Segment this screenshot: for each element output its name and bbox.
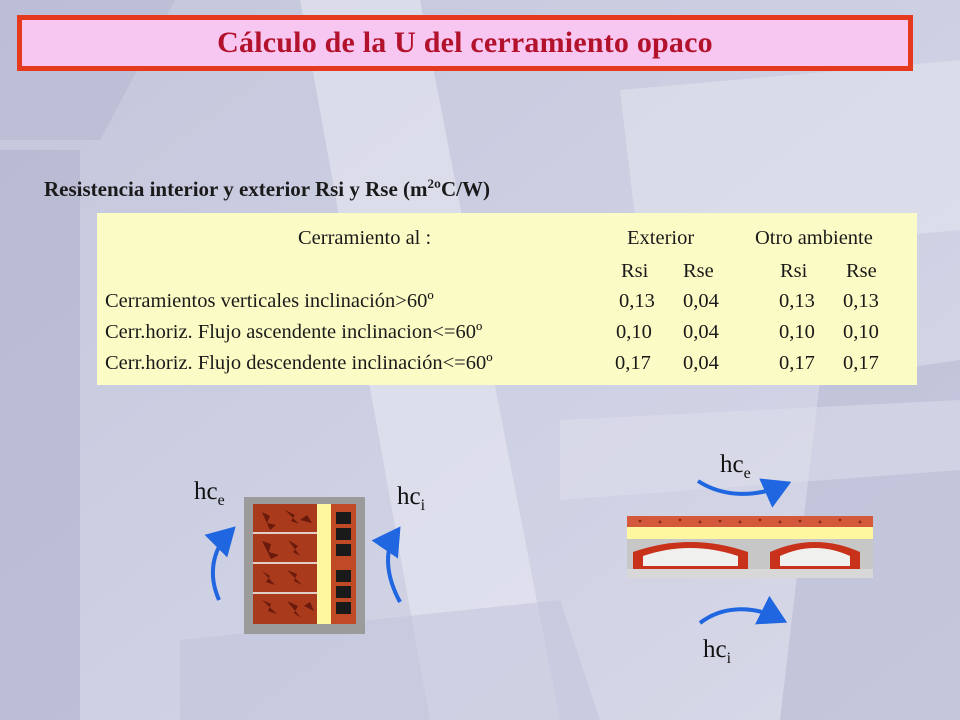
label-hc-text: hc [720,451,744,478]
header-rsi-exterior: Rsi [621,260,649,282]
convection-arrow-exterior [213,532,230,600]
row-label: Cerr.horiz. Flujo descendente inclinación<=60º [105,352,493,374]
header-rse-exterior: Rse [683,260,714,282]
row-rse-exterior: 0,04 [683,290,719,312]
row-label: Cerramientos verticales inclinación>60º [105,290,434,312]
label-hc-text: hc [703,636,727,663]
row-rse-exterior: 0,04 [683,352,719,374]
row-rse-otro: 0,13 [843,290,879,312]
row-rsi-exterior: 0,10 [616,321,652,343]
label-hc-text: hc [397,483,421,510]
row-rse-otro: 0,17 [843,352,879,374]
header-rsi-otro: Rsi [780,260,808,282]
header-otro-ambiente: Otro ambiente [755,227,873,249]
header-cerramiento-label: Cerramiento al : [298,227,432,249]
label-hc-exterior [194,478,225,510]
label-hc-exterior-slab [720,451,751,483]
row-rsi-otro: 0,10 [779,321,815,343]
row-rsi-exterior: 0,17 [615,352,651,374]
subtitle-unit: ºC/W) [434,177,490,201]
label-subscript-i: i [420,497,426,514]
page-title: Cálculo de la U del cerramiento opaco [217,26,713,59]
row-rse-exterior: 0,04 [683,321,719,343]
label-hc-interior [397,483,425,515]
label-subscript-e: e [217,492,225,509]
row-rse-otro: 0,10 [843,321,879,343]
header-exterior: Exterior [627,227,695,249]
header-rse-otro: Rse [846,260,877,282]
label-subscript-i: i [726,650,732,667]
row-rsi-otro: 0,17 [779,352,815,374]
label-hc-text: hc [194,478,218,505]
convection-arrow-interior-slab [700,609,780,623]
convection-arrow-interior [388,533,400,602]
subtitle-superscript: 2 [427,176,435,191]
vertical-wall-section [244,497,365,634]
horizontal-slab-section [627,516,873,578]
row-rsi-otro: 0,13 [779,290,815,312]
label-subscript-e: e [743,465,751,482]
row-rsi-exterior: 0,13 [619,290,655,312]
row-label: Cerr.horiz. Flujo ascendente inclinacion<=60º [105,321,483,343]
subtitle-text: Resistencia interior y exterior Rsi y Rse (m [44,177,428,201]
label-hc-interior-slab [703,636,731,668]
